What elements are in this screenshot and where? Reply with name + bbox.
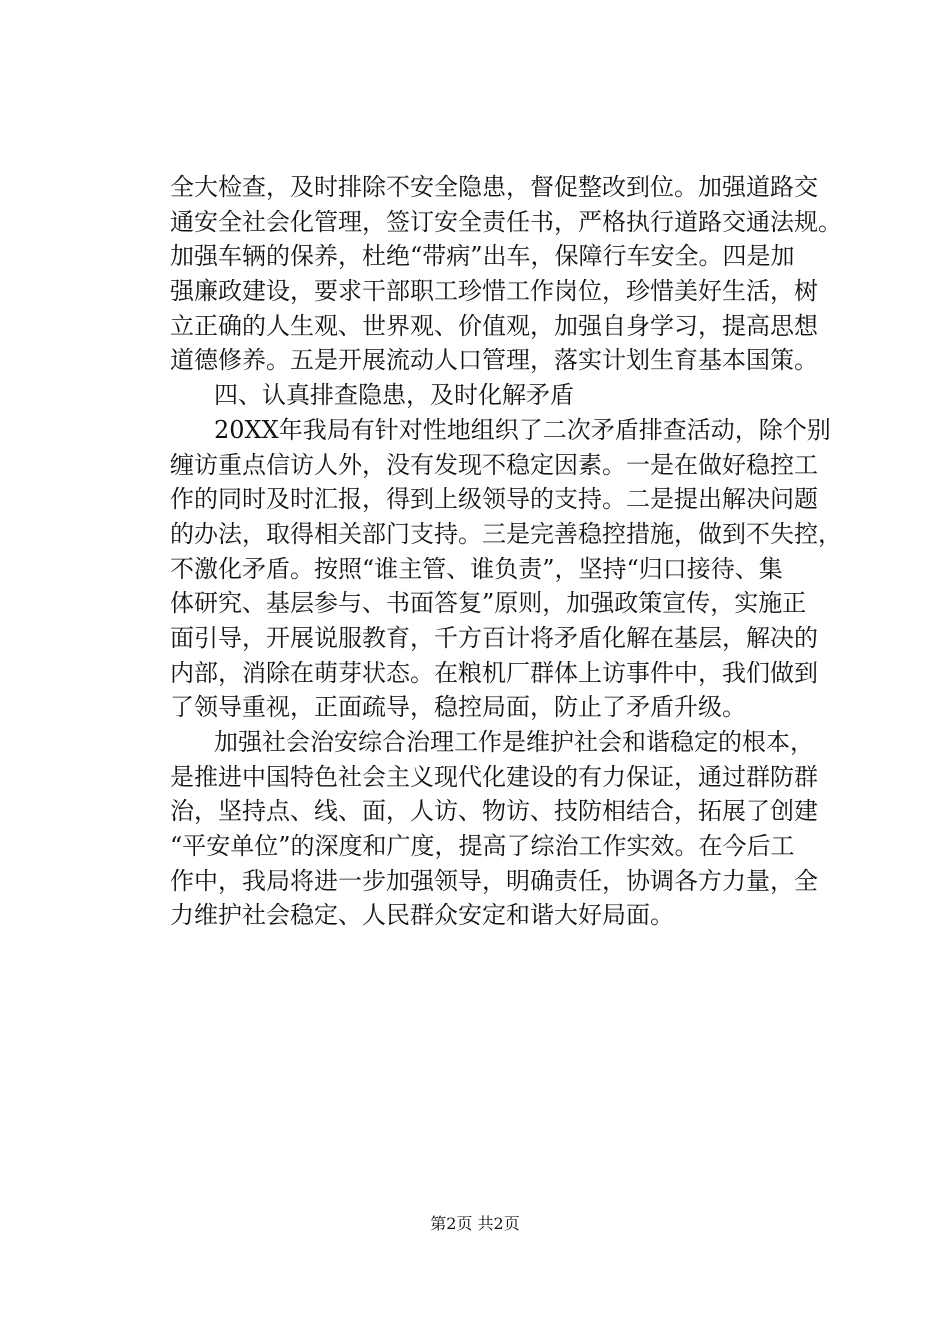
text-line: 了领导重视，正面疏导，稳控局面，防止了矛盾升级。	[170, 693, 746, 722]
text-line: 通安全社会化管理，签订安全责任书，严格执行道路交通法规。	[170, 207, 842, 236]
text-line: 立正确的人生观、世界观、价值观，加强自身学习，提高思想	[170, 311, 818, 340]
text-line: 作的同时及时汇报，得到上级领导的支持。二是提出解决问题	[170, 485, 818, 514]
text-line: “平安单位”的深度和广度，提高了综治工作实效。在今后工	[170, 832, 795, 861]
text-line: 全大检查，及时排除不安全隐患，督促整改到位。加强道路交	[170, 173, 818, 201]
text-line: 治，坚持点、线、面，人访、物访、技防相结合，拓展了创建	[170, 797, 818, 826]
document-body	[170, 170, 840, 933]
text-line: 加强社会治安综合治理工作是维护社会和谐稳定的根本，	[214, 728, 814, 756]
text-line: 的办法，取得相关部门支持。三是完善稳控措施，做到不失控，	[170, 519, 842, 548]
text-line: 是推进中国特色社会主义现代化建设的有力保证，通过群防群	[170, 762, 818, 791]
section-heading: 四、认真排查隐患，及时化解矛盾	[214, 381, 574, 410]
text-line: 作中，我局将进一步加强领导，明确责任，协调各方力量，全	[170, 866, 818, 895]
page-number: 第2页 共2页	[430, 1214, 520, 1233]
text-line: 不激化矛盾。按照“谁主管、谁负责”，坚持“归口接待、集	[170, 554, 783, 583]
text-line: 20XX年我局有针对性地组织了二次矛盾排查活动，除个别	[214, 415, 831, 444]
text-line: 内部，消除在萌芽状态。在粮机厂群体上访事件中，我们做到	[170, 658, 818, 687]
text-line: 力维护社会稳定、人民群众安定和谐大好局面。	[170, 901, 674, 930]
text-line: 缠访重点信访人外，没有发现不稳定因素。一是在做好稳控工	[170, 450, 818, 479]
page-footer	[0, 1214, 950, 1234]
text-line: 道德修养。五是开展流动人口管理，落实计划生育基本国策。	[170, 346, 818, 375]
text-line: 加强车辆的保养，杜绝“带病”出车，保障行车安全。四是加	[170, 242, 795, 271]
text-line: 面引导，开展说服教育，千方百计将矛盾化解在基层，解决的	[170, 623, 818, 652]
text-line: 体研究、基层参与、书面答复”原则，加强政策宣传，实施正	[170, 589, 807, 618]
text-line: 强廉政建设，要求干部职工珍惜工作岗位，珍惜美好生活，树	[170, 277, 818, 306]
